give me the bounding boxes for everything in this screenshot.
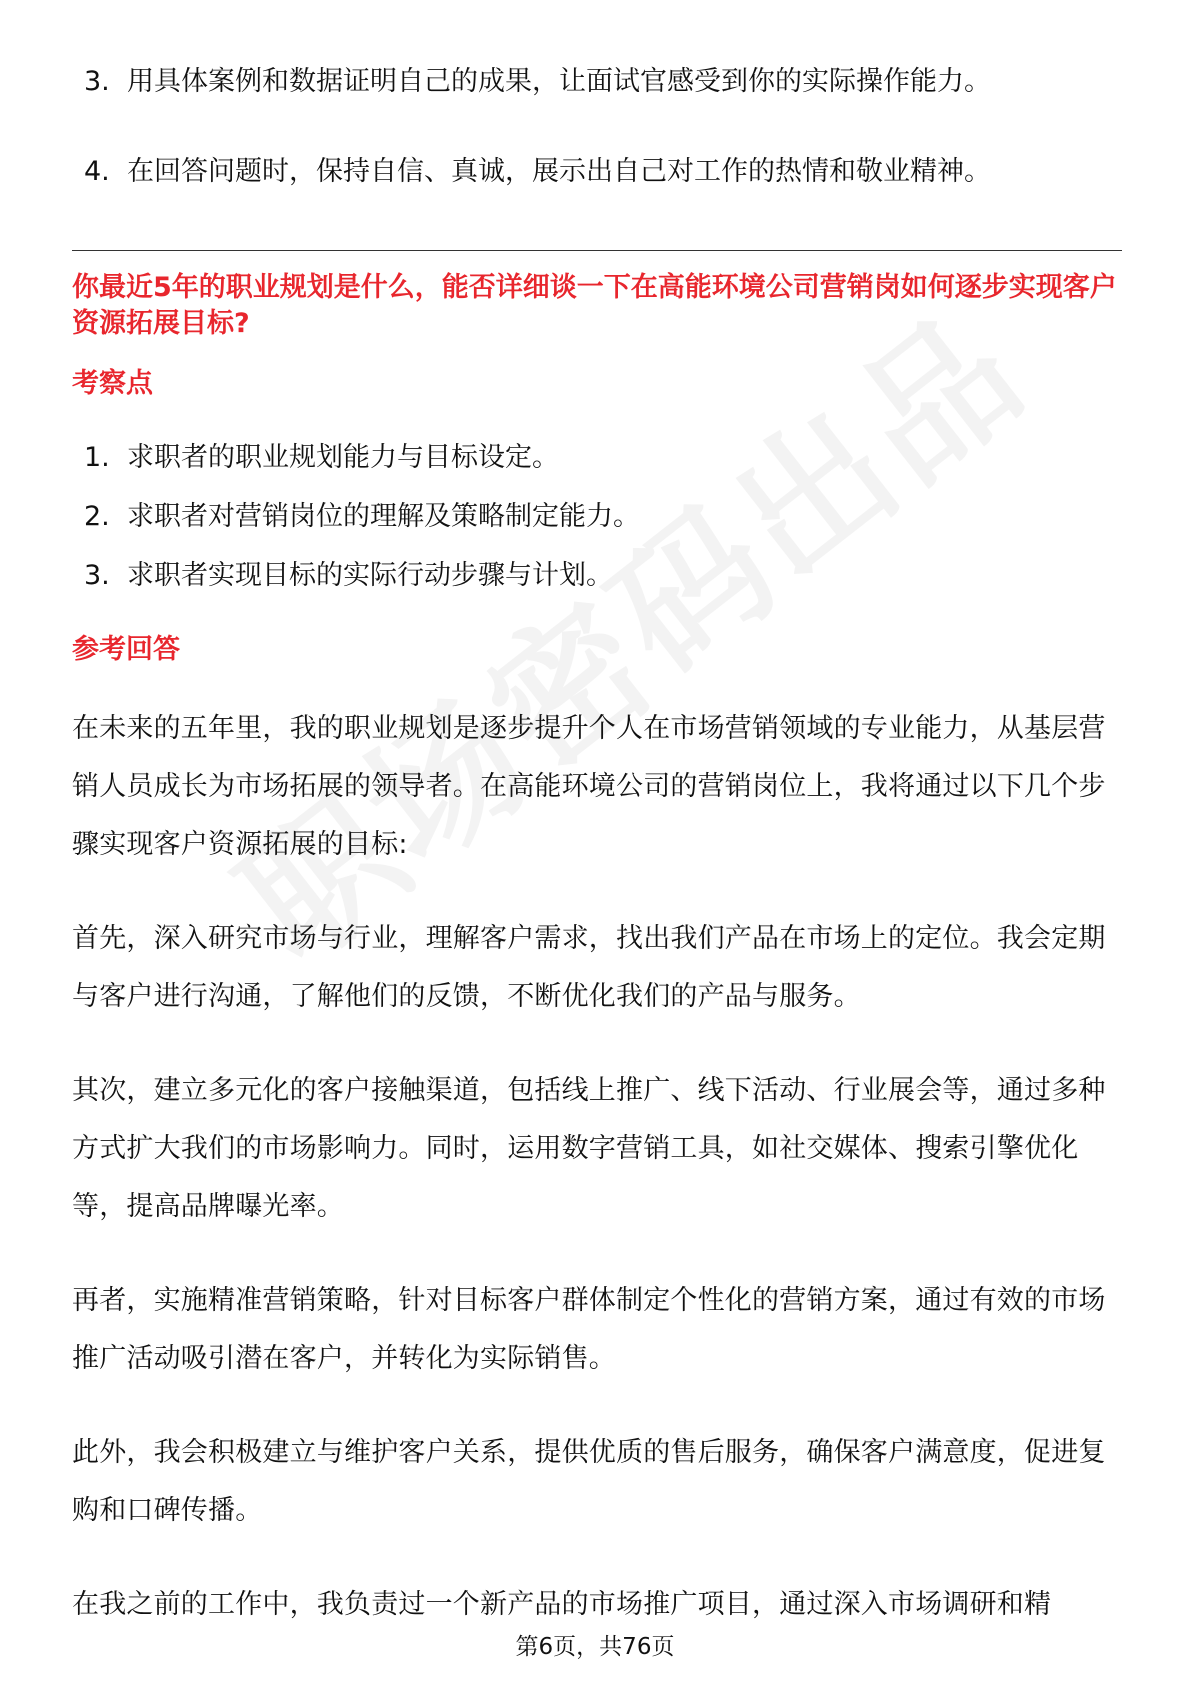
list-number: 3. [84,66,110,97]
list-item [72,556,1122,596]
list-number: 1. [84,442,110,473]
answer-paragraph: 再者，实施精准营销策略，针对目标客户群体制定个性化的营销方案，通过有效的市场推广活动吸引潜在客户，并转化为实际销售。 [72,1285,1106,1374]
list-item [72,150,1122,194]
answer-body [72,700,1127,1670]
list-text: 求职者的职业规划能力与目标设定。 [127,442,559,473]
question-heading: 你最近5年的职业规划是什么，能否详细谈一下在高能环境公司营销岗如何逐步实现客户资源拓展目标? [72,272,1117,339]
list-text: 求职者对营销岗位的理解及策略制定能力。 [127,501,640,532]
answer-paragraph: 其次，建立多元化的客户接触渠道，包括线上推广、线下活动、行业展会等，通过多种方式扩大我们的市场影响力。同时，运用数字营销工具，如社交媒体、搜索引擎优化等，提高品牌曝光率。 [72,1075,1106,1222]
tips-list [72,60,1122,240]
list-item [72,497,1122,537]
page-number: 第6页，共76页 [515,1634,675,1660]
section-divider [72,250,1122,251]
answer-paragraph: 在未来的五年里，我的职业规划是逐步提升个人在市场营销领域的专业能力，从基层营销人员成长为市场拓展的领导者。在高能环境公司的营销岗位上，我将通过以下几个步骤实现客户资源拓展的目标: [72,713,1106,860]
list-text: 在回答问题时，保持自信、真诚，展示出自己对工作的热情和敬业精神。 [127,156,991,187]
list-text: 用具体案例和数据证明自己的成果，让面试官感受到你的实际操作能力。 [127,66,991,97]
answer-heading: 参考回答 [72,634,180,665]
points-list [72,438,1122,615]
answer-paragraph: 此外，我会积极建立与维护客户关系，提供优质的售后服务，确保客户满意度，促进复购和口碑传播。 [72,1437,1106,1526]
answer-paragraph: 在我之前的工作中，我负责过一个新产品的市场推广项目，通过深入市场调研和精 [72,1589,1052,1620]
list-number: 3. [84,560,110,591]
list-number: 4. [84,156,110,187]
list-text: 求职者实现目标的实际行动步骤与计划。 [127,560,613,591]
points-heading: 考察点 [72,368,153,399]
list-item [72,438,1122,478]
list-item [72,60,1122,104]
list-number: 2. [84,501,110,532]
answer-paragraph: 首先，深入研究市场与行业，理解客户需求，找出我们产品在市场上的定位。我会定期与客户进行沟通，了解他们的反馈，不断优化我们的产品与服务。 [72,923,1106,1012]
